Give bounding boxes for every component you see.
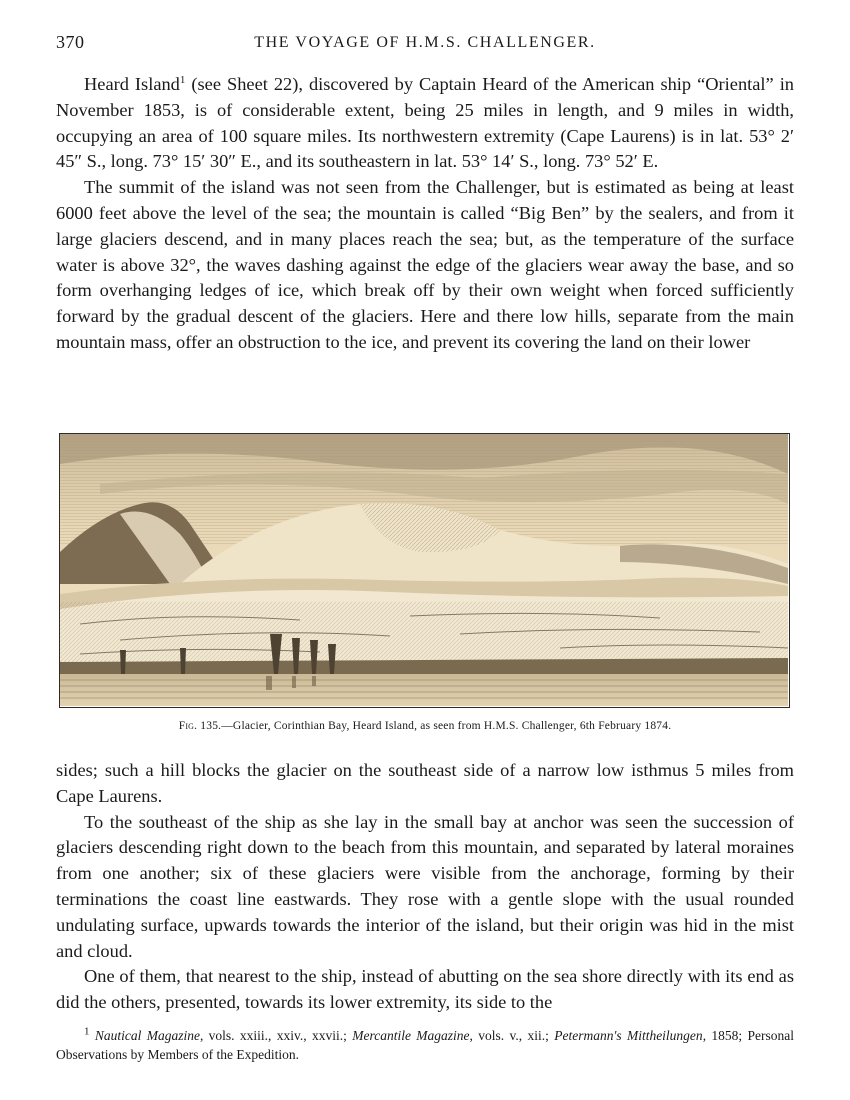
figure-135-glacier-engraving	[59, 433, 790, 708]
footnote-ref: 1	[179, 73, 186, 86]
footnote-detail: , vols. v., xii.;	[469, 1028, 555, 1043]
running-head: THE VOYAGE OF H.M.S. CHALLENGER.	[254, 34, 596, 51]
paragraph-text: Heard Island	[84, 74, 180, 94]
figure-caption	[56, 720, 794, 732]
body-text-bottom	[56, 758, 794, 1016]
body-text-top	[56, 72, 794, 356]
footnote-text	[56, 1026, 794, 1064]
page-number: 370	[56, 32, 85, 52]
paragraph	[56, 72, 794, 175]
figure-label: Fig. 135.	[178, 720, 222, 732]
footnote-detail: , vols. xxiii., xxiv., xxvii.;	[199, 1028, 353, 1043]
footnote-source: Petermann's Mittheilungen	[554, 1028, 703, 1043]
page-header	[56, 32, 794, 56]
footnote-detail: , 1858; Personal Observations by Members of the Expedition.	[56, 1028, 795, 1062]
glacier-illustration	[60, 434, 788, 706]
footnote-marker: 1	[84, 1025, 90, 1038]
footnote	[56, 1026, 794, 1064]
paragraph-text: (see Sheet 22), discovered by Captain Heard of the American ship “Oriental” in November 1853, is of considerable extent, being 25 miles in length, and 9 miles in width, occupying an area of 100 square miles. Its northwestern extremity (Cape Laurens) is in lat. 53° 2′ 45″ S., long. 73° 15′ 30″ E., and its southeastern in lat. 53° 14′ S., long. 73° 52′ E.	[56, 74, 794, 172]
footnote-source: Nautical Magazine	[94, 1028, 200, 1043]
paragraph: sides; such a hill blocks the glacier on the southeast side of a narrow low isthmus 5 miles from Cape Laurens.	[56, 760, 794, 806]
footnote-source: Mercantile Magazine	[352, 1028, 470, 1043]
figure-caption-text: —Glacier, Corinthian Bay, Heard Island, as seen from H.M.S. Challenger, 6th February 1874.	[221, 720, 672, 732]
paragraph: One of them, that nearest to the ship, instead of abutting on the sea shore directly with its end as did the others, presented, towards its lower extremity, its side to the	[56, 966, 794, 1013]
paragraph: To the southeast of the ship as she lay in the small bay at anchor was seen the succession of glaciers descending right down to the beach from this mountain, and separated by lateral moraines from one another; six of these glaciers were visible from the anchorage, forming by their terminations the coast line eastwards. They rose with a gentle slope with the usual rounded undulating surface, upwards towards the interior of the island, but their origin was hid in the mist and cloud.	[56, 811, 794, 961]
paragraph: The summit of the island was not seen from the Challenger, but is estimated as being at least 6000 feet above the level of the sea; the mountain is called “Big Ben” by the sealers, and from it large glaciers descend, and in many places reach the sea; but, as the temperature of the surface water is above 32°, the waves dashing against the edge of the glaciers wear away the base, and so form overhanging ledges of ice, which break off by their own weight when forced sufficiently forward by the gradual descent of the glaciers. Here and there low hills, separate from the main mountain mass, offer an obstruction to the ice, and prevent its covering the land on their lower	[56, 177, 794, 352]
